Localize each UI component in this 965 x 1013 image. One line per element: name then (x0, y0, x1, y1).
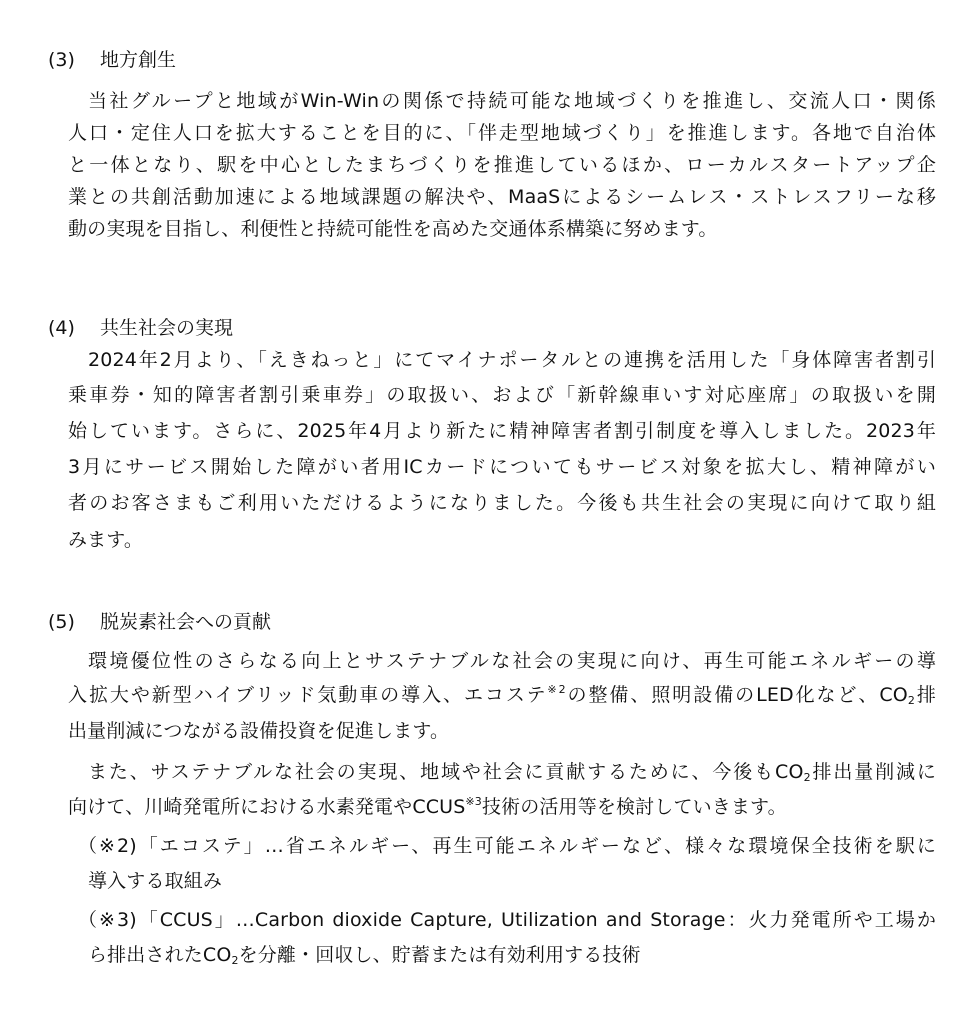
text-run: の整備、照明設備のLED化など、CO (565, 684, 908, 706)
footnote-line: （※3)「CCUS」…Carbon dioxide Capture, Utilization and Storage：火力発電所や工場か (78, 909, 936, 931)
paragraph-line: 出量削減につながる設備投資を促進します。 (68, 720, 450, 742)
footnote-ref: ※2 (547, 683, 566, 696)
paragraph-line: 動の実現を目指し、利便性と持続可能性を高めた交通体系構築に努めます。 (68, 218, 718, 240)
section-heading-5 (48, 608, 271, 636)
subscript: 2 (231, 954, 239, 967)
section-title: 地方創生 (100, 49, 177, 71)
paragraph-line: みます。 (68, 529, 144, 551)
paragraph-line: 乗車券・知的障害者割引乗車券」の取扱い、および「新幹線車いす対応座席」の取扱いを開 (68, 384, 936, 406)
section-title: 脱炭素社会への貢献 (100, 611, 272, 633)
paragraph-line: 者のお客さまもご利用いただけるようになりました。今後も共生社会の実現に向けて取り組 (68, 492, 936, 514)
text-run: 排出量削減に (810, 761, 936, 783)
section-heading-4 (48, 314, 233, 342)
footnote-ref: ※3 (465, 795, 482, 808)
section-number: (5) (48, 611, 75, 633)
paragraph-line (68, 792, 787, 822)
subscript: 2 (907, 694, 916, 707)
text-run: 技術の活用等を検討していきます。 (481, 796, 787, 818)
footnote-line (88, 940, 641, 970)
text-run: また、サステナブルな社会の実現、地域や社会に貢献するために、今後もCO (88, 761, 804, 783)
footnote-line: 導入する取組み (88, 870, 223, 892)
paragraph-line (68, 680, 936, 710)
footnote-line: （※2)「エコステ」…省エネルギー、再生可能エネルギーなど、様々な環境保全技術を駅に (78, 835, 936, 857)
text-run: 入拡大や新型ハイブリッド気動車の導入、エコステ (68, 684, 548, 706)
text-run: ら排出されたCO (88, 944, 232, 966)
paragraph-line: 3月にサービス開始した障がい者用ICカードについてもサービス対象を拡大し、精神障がい (68, 456, 936, 478)
section-title: 共生社会の実現 (100, 317, 234, 339)
text-run: を分離・回収し、貯蓄または有効利用する技術 (238, 944, 641, 966)
subscript: 2 (803, 771, 811, 784)
paragraph-line: と一体となり、駅を中心としたまちづくりを推進しているほか、ローカルスタートアップ企 (68, 154, 936, 176)
paragraph-line: 2024年2月より、「えきねっと」にてマイナポータルとの連携を活用した「身体障害者割引 (88, 349, 936, 371)
text-run: 排 (915, 684, 936, 706)
paragraph-line: 業との共創活動加速による地域課題の解決や、MaaSによるシームレス・ストレスフリーな移 (68, 186, 936, 208)
paragraph-line: 始しています。さらに、2025年4月より新たに精神障害者割引制度を導入しました。2023年 (68, 420, 936, 442)
paragraph-line (88, 757, 936, 787)
section-number: (4) (48, 317, 75, 339)
section-heading-3 (48, 46, 176, 74)
paragraph-line: 環境優位性のさらなる向上とサステナブルな社会の実現に向け、再生可能エネルギーの導 (88, 650, 936, 672)
paragraph-line: 人口・定住人口を拡大することを目的に、「伴走型地域づくり」を推進します。各地で自治体 (68, 122, 936, 144)
paragraph-line: 当社グループと地域がWin-Winの関係で持続可能な地域づくりを推進し、交流人口・関係 (88, 90, 936, 112)
text-run: 向けて、川崎発電所における水素発電やCCUS (68, 796, 466, 818)
section-number: (3) (48, 49, 75, 71)
